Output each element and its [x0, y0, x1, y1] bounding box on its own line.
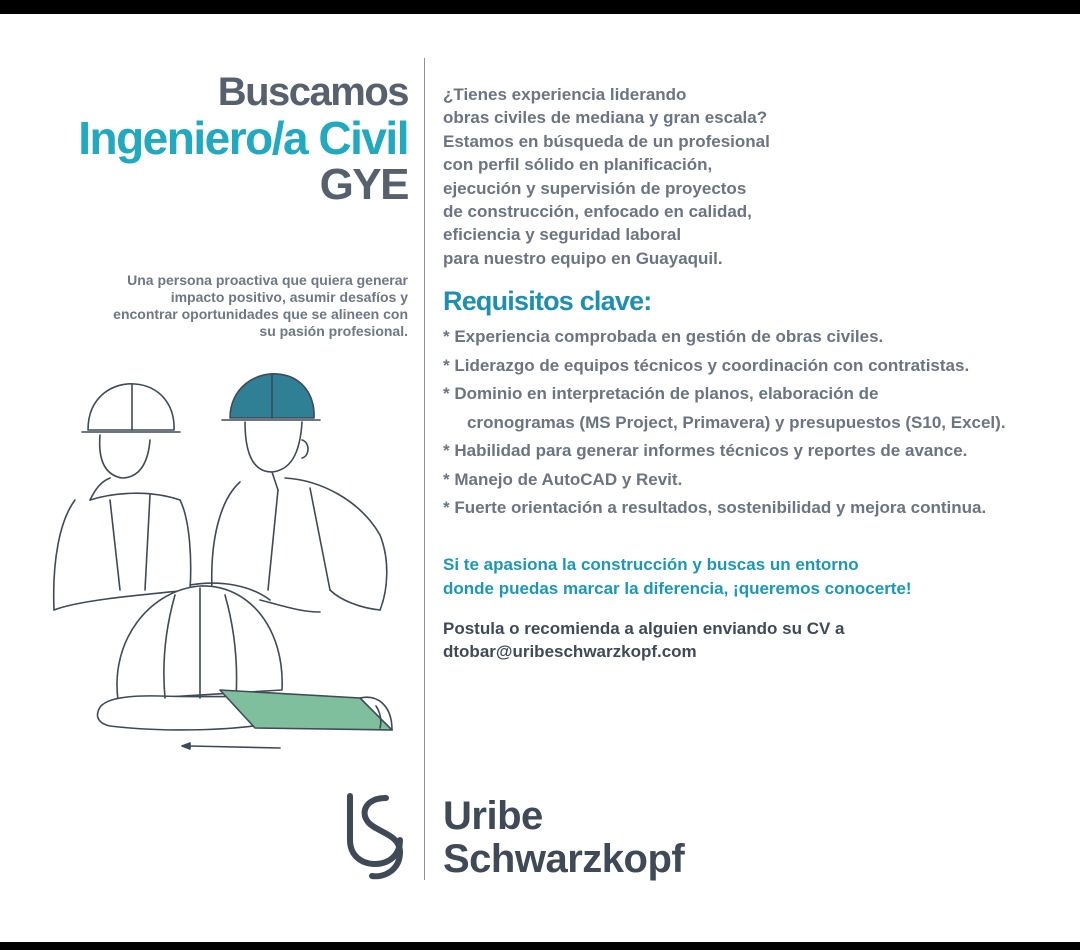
apply-instructions: [443, 617, 1043, 663]
brand-name-line1: Uribe: [443, 794, 543, 838]
requirement-item-continuation: [443, 409, 1073, 438]
intro-line: Estamos en búsqueda de un profesional: [443, 131, 770, 151]
intro-paragraph: [443, 83, 843, 270]
requirement-item: * Dominio en interpretación de planos, elaboración de: [443, 384, 879, 403]
requirement-item: * Fuerte orientación a resultados, sostenibilidad y mejora continua.: [443, 498, 987, 517]
requirement-item: * Manejo de AutoCAD y Revit.: [443, 469, 683, 489]
brand-name: [443, 795, 684, 881]
headline-city: GYE: [319, 160, 408, 209]
engineers-illustration: [40, 360, 410, 760]
contact-email[interactable]: dtobar@uribeschwarzkopf.com: [443, 642, 697, 661]
cta-line: donde puedas marcar la diferencia, ¡queremos conocerte!: [443, 578, 912, 598]
requirements-title: Requisitos clave:: [443, 286, 652, 316]
requirement-item: * Liderazgo de equipos técnicos y coordinación con contratistas.: [443, 355, 970, 375]
intro-line: para nuestro equipo en Guayaquil.: [443, 248, 723, 268]
intro-line: ejecución y supervisión de proyectos: [443, 178, 747, 198]
call-to-action: [443, 553, 1043, 600]
brand-name-line2: Schwarzkopf: [443, 837, 685, 881]
bottom-black-bar: [0, 942, 1080, 950]
intro-line: con perfil sólido en planificación,: [443, 155, 713, 175]
intro-line: obras civiles de mediana y gran escala?: [443, 108, 768, 128]
apply-line: Postula o recomienda a alguien enviando su CV a: [443, 619, 845, 638]
requirement-continuation-text: cronogramas (MS Project, Primavera) y presupuestos (S10, Excel).: [467, 412, 1006, 432]
vertical-divider: [424, 58, 425, 880]
top-black-bar: [0, 0, 1080, 14]
headline-position: Ingeniero/a Civil: [78, 112, 408, 164]
intro-line: ¿Tienes experiencia liderando: [443, 85, 687, 104]
requirements-list: [443, 323, 1073, 523]
requirement-item: * Habilidad para generar informes técnicos y reportes de avance.: [443, 441, 968, 460]
cta-line: Si te apasiona la construcción y buscas un entorno: [443, 555, 859, 574]
tagline: Una persona proactiva que quiera generar impacto positivo, asumir desafíos y encontrar oportunidades que se alineen con su pasión profesional.: [113, 272, 408, 339]
brand-logo-icon: [342, 790, 408, 882]
intro-line: eficiencia y seguridad laboral: [443, 225, 682, 245]
intro-line: de construcción, enfocado en calidad,: [443, 202, 752, 222]
headline-buscamos: Buscamos: [217, 70, 408, 114]
requirement-item: * Experiencia comprobada en gestión de obras civiles.: [443, 327, 884, 346]
headline: [78, 70, 408, 208]
